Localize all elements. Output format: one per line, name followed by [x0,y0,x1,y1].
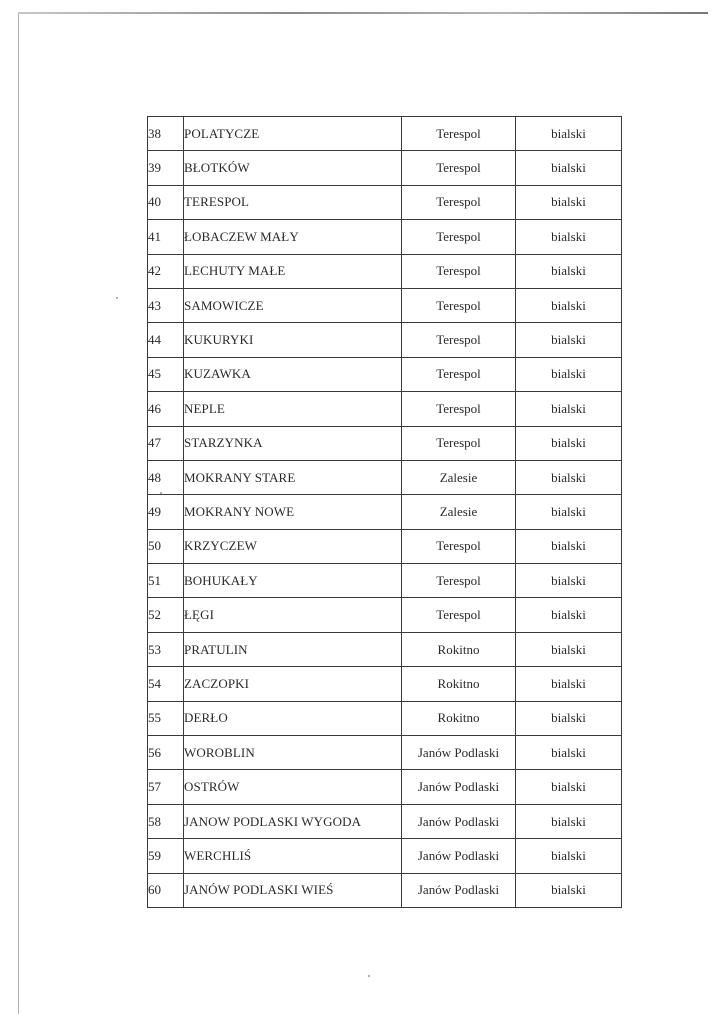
scan-speck [116,297,118,299]
gmina-cell: Zalesie [402,460,516,494]
powiat-cell: bialski [516,495,622,529]
gmina-cell: Janów Podlaski [402,804,516,838]
locality-name-cell: BŁOTKÓW [184,151,402,185]
powiat-cell: bialski [516,392,622,426]
locality-name-cell: ZACZOPKI [184,667,402,701]
row-number-cell: 51 [148,564,184,598]
locality-name-cell: JANÓW PODLASKI WIEŚ [184,873,402,907]
gmina-cell: Rokitno [402,667,516,701]
gmina-cell: Terespol [402,220,516,254]
gmina-cell: Terespol [402,151,516,185]
powiat-cell: bialski [516,564,622,598]
powiat-cell: bialski [516,185,622,219]
table-row [148,564,622,598]
powiat-cell: bialski [516,117,622,151]
scan-top-edge [18,12,708,14]
table-row [148,632,622,666]
row-number-cell: 52 [148,598,184,632]
locality-name-cell: KUKURYKI [184,323,402,357]
powiat-cell: bialski [516,460,622,494]
gmina-cell: Zalesie [402,495,516,529]
powiat-cell: bialski [516,667,622,701]
powiat-cell: bialski [516,323,622,357]
locality-name-cell: DERŁO [184,701,402,735]
table-row [148,529,622,563]
row-number-cell: 50 [148,529,184,563]
powiat-cell: bialski [516,770,622,804]
locality-name-cell: MOKRANY STARE [184,460,402,494]
row-number-cell: 58 [148,804,184,838]
gmina-cell: Terespol [402,564,516,598]
table-row [148,839,622,873]
table-row [148,392,622,426]
table-row [148,185,622,219]
gmina-cell: Terespol [402,357,516,391]
row-number-cell: 59 [148,839,184,873]
table-row [148,736,622,770]
table-row [148,323,622,357]
gmina-cell: Terespol [402,529,516,563]
table-body [148,117,622,908]
row-number-cell: 45 [148,357,184,391]
row-number-cell: 60 [148,873,184,907]
row-number-cell: 39 [148,151,184,185]
locality-name-cell: POLATYCZE [184,117,402,151]
locality-name-cell: STARZYNKA [184,426,402,460]
gmina-cell: Janów Podlaski [402,770,516,804]
gmina-cell: Janów Podlaski [402,736,516,770]
gmina-cell: Janów Podlaski [402,839,516,873]
gmina-cell: Terespol [402,254,516,288]
locality-name-cell: MOKRANY NOWE [184,495,402,529]
row-number-cell: 57 [148,770,184,804]
localities-table [147,116,622,908]
powiat-cell: bialski [516,598,622,632]
powiat-cell: bialski [516,804,622,838]
row-number-cell: 40 [148,185,184,219]
row-number-cell: 43 [148,288,184,322]
table-row [148,667,622,701]
locality-name-cell: ŁĘGI [184,598,402,632]
gmina-cell: Terespol [402,426,516,460]
table-row [148,288,622,322]
locality-name-cell: KUZAWKA [184,357,402,391]
powiat-cell: bialski [516,873,622,907]
scan-left-edge [18,14,19,1014]
table-row [148,426,622,460]
gmina-cell: Terespol [402,288,516,322]
gmina-cell: Janów Podlaski [402,873,516,907]
powiat-cell: bialski [516,254,622,288]
row-number-cell: 42 [148,254,184,288]
row-number-cell: 54 [148,667,184,701]
powiat-cell: bialski [516,736,622,770]
locality-name-cell: KRZYCZEW [184,529,402,563]
powiat-cell: bialski [516,529,622,563]
powiat-cell: bialski [516,220,622,254]
table-row [148,220,622,254]
gmina-cell: Terespol [402,117,516,151]
locality-name-cell: SAMOWICZE [184,288,402,322]
row-number-cell: 44 [148,323,184,357]
locality-name-cell: OSTRÓW [184,770,402,804]
table-row [148,357,622,391]
table-row [148,873,622,907]
powiat-cell: bialski [516,701,622,735]
gmina-cell: Terespol [402,598,516,632]
powiat-cell: bialski [516,357,622,391]
row-number-cell: 55 [148,701,184,735]
row-number-cell: 56 [148,736,184,770]
row-number-cell: 47 [148,426,184,460]
gmina-cell: Terespol [402,185,516,219]
gmina-cell: Terespol [402,392,516,426]
gmina-cell: Rokitno [402,701,516,735]
locality-name-cell: WERCHLIŚ [184,839,402,873]
table-row [148,495,622,529]
table-row [148,701,622,735]
row-number-cell: 41 [148,220,184,254]
powiat-cell: bialski [516,839,622,873]
row-number-cell: 49 [148,495,184,529]
gmina-cell: Terespol [402,323,516,357]
table-row [148,460,622,494]
powiat-cell: bialski [516,632,622,666]
locality-name-cell: TERESPOL [184,185,402,219]
locality-name-cell: NEPLE [184,392,402,426]
powiat-cell: bialski [516,151,622,185]
locality-name-cell: PRATULIN [184,632,402,666]
scan-speck [368,975,370,977]
locality-name-cell: BOHUKAŁY [184,564,402,598]
row-number-cell: 46 [148,392,184,426]
locality-name-cell: ŁOBACZEW MAŁY [184,220,402,254]
table-row [148,254,622,288]
table-row [148,598,622,632]
table-row [148,117,622,151]
row-number-cell: 53 [148,632,184,666]
powiat-cell: bialski [516,426,622,460]
locality-name-cell: JANOW PODLASKI WYGODA [184,804,402,838]
table-row [148,804,622,838]
row-number-cell: 48 [148,460,184,494]
row-number-cell: 38 [148,117,184,151]
locality-name-cell: LECHUTY MAŁE [184,254,402,288]
table-row [148,151,622,185]
gmina-cell: Rokitno [402,632,516,666]
locality-name-cell: WOROBLIN [184,736,402,770]
table-row [148,770,622,804]
powiat-cell: bialski [516,288,622,322]
